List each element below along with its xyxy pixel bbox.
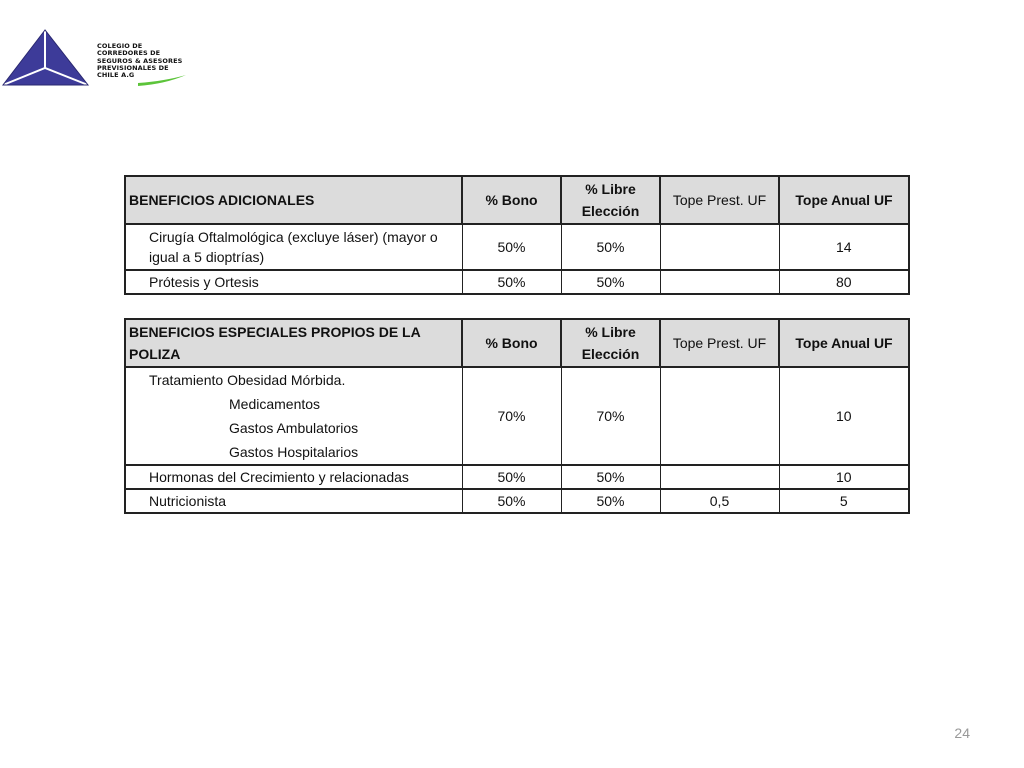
logo-text	[97, 43, 182, 79]
column-header: % Libre Elección	[561, 176, 660, 224]
tope-anual-cell: 80	[779, 270, 909, 294]
libre-eleccion-cell: 50%	[561, 465, 660, 489]
row-sublabel: Gastos Ambulatorios	[229, 420, 359, 436]
tope-prest-cell	[660, 367, 779, 465]
table-row	[125, 367, 909, 465]
logo	[0, 28, 200, 90]
column-header: Tope Prest. UF	[660, 176, 779, 224]
tope-anual-cell: 10	[779, 367, 909, 465]
row-label: Nutricionista	[125, 489, 462, 513]
tope-prest-cell	[660, 465, 779, 489]
row-sublabel: Medicamentos	[229, 396, 321, 412]
row-label: Cirugía Oftalmológica (excluye láser) (mayor o igual a 5 dioptrías)	[125, 224, 462, 270]
table-row	[125, 270, 909, 294]
logo-line: COLEGIO DE	[97, 42, 143, 50]
logo-line: CORREDORES DE	[97, 49, 161, 58]
beneficios-adicionales-table	[124, 175, 910, 295]
libre-eleccion-cell: 50%	[561, 224, 660, 270]
row-label: Hormonas del Crecimiento y relacionadas	[125, 465, 462, 489]
bono-cell: 50%	[462, 224, 561, 270]
column-header: Tope Anual UF	[779, 176, 909, 224]
tope-prest-cell: 0,5	[660, 489, 779, 513]
column-header: BENEFICIOS ESPECIALES PROPIOS DE LA POLIZA	[125, 319, 462, 367]
bono-cell: 50%	[462, 465, 561, 489]
column-header: % Bono	[462, 176, 561, 224]
column-header: Tope Prest. UF	[660, 319, 779, 367]
row-sublabel: Gastos Hospitalarios	[229, 444, 359, 460]
tope-prest-cell	[660, 270, 779, 294]
table-header-row	[125, 319, 909, 367]
row-label: Tratamiento Obesidad Mórbida.	[149, 372, 346, 388]
bono-cell: 70%	[462, 367, 561, 465]
logo-line: CHILE A.G	[97, 71, 135, 80]
table-row	[125, 489, 909, 513]
logo-line: PREVISIONALES DE	[97, 63, 169, 72]
bono-cell: 50%	[462, 489, 561, 513]
column-header: % Bono	[462, 319, 561, 367]
libre-eleccion-cell: 50%	[561, 489, 660, 513]
page-number: 24	[954, 725, 970, 741]
column-header: % Libre Elección	[561, 319, 660, 367]
tope-prest-cell	[660, 224, 779, 270]
column-header: Tope Anual UF	[779, 319, 909, 367]
beneficios-especiales-table	[124, 318, 910, 514]
libre-eleccion-cell: 50%	[561, 270, 660, 294]
libre-eleccion-cell: 70%	[561, 367, 660, 465]
row-label: Prótesis y Ortesis	[125, 270, 462, 294]
table-row	[125, 224, 909, 270]
tope-anual-cell: 10	[779, 465, 909, 489]
tope-anual-cell: 5	[779, 489, 909, 513]
bono-cell: 50%	[462, 270, 561, 294]
tope-anual-cell: 14	[779, 224, 909, 270]
column-header: BENEFICIOS ADICIONALES	[125, 176, 462, 224]
table-header-row	[125, 176, 909, 224]
table-row	[125, 465, 909, 489]
logo-line: SEGUROS & ASESORES	[97, 56, 183, 65]
row-label-group	[125, 367, 462, 465]
